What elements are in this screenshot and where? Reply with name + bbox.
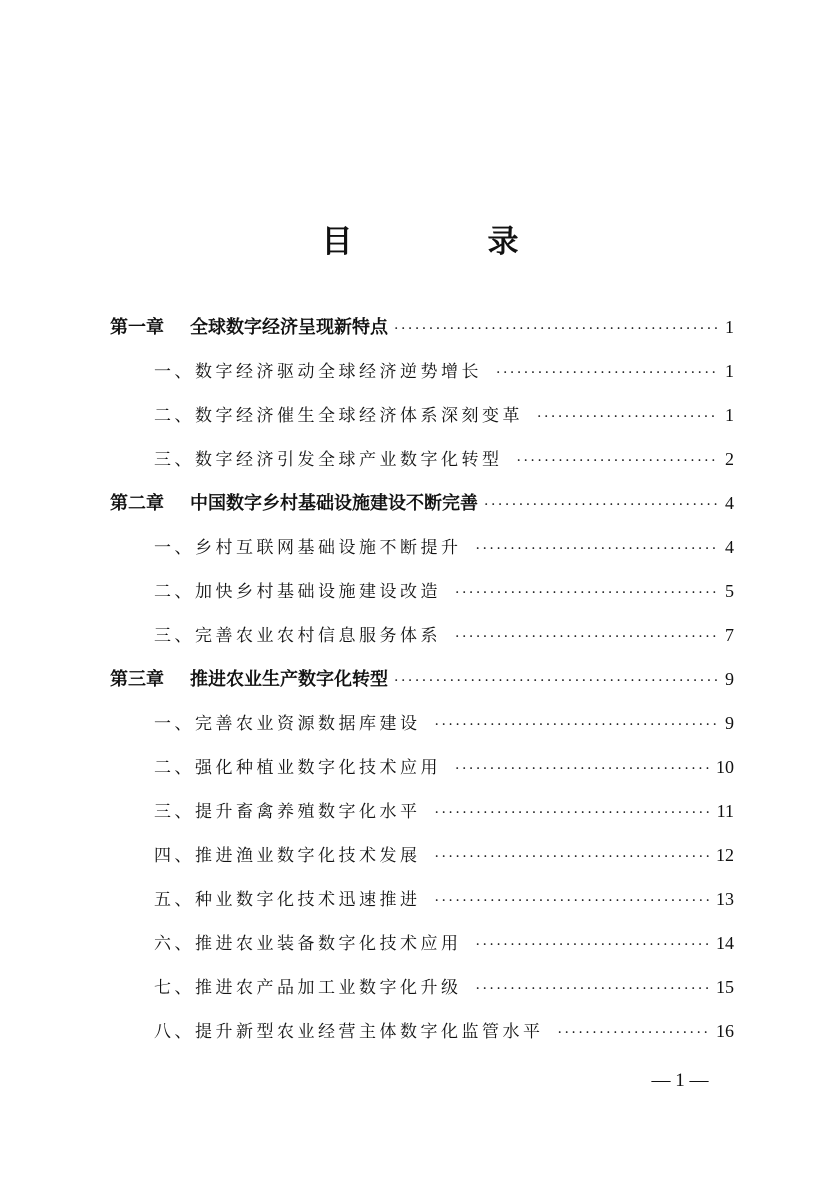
dot-leader <box>455 624 718 650</box>
chapter-title: 全球数字经济呈现新特点 <box>190 317 388 338</box>
dot-leader <box>435 712 719 738</box>
page-number: 9 <box>725 669 734 689</box>
page-number: 4 <box>725 493 734 513</box>
section-title: 七、推进农产品加工业数字化升级 <box>154 978 462 998</box>
toc-section-3-4[interactable] <box>154 842 734 868</box>
toc-section-3-5[interactable] <box>154 886 734 912</box>
chapter-title: 中国数字乡村基础设施建设不断完善 <box>190 493 478 514</box>
section-title: 二、强化种植业数字化技术应用 <box>154 758 441 778</box>
toc-section-2-1[interactable] <box>154 534 734 560</box>
page-number: 15 <box>716 977 734 997</box>
section-title: 一、完善农业资源数据库建设 <box>154 714 421 734</box>
page-number: 14 <box>716 933 734 953</box>
dot-leader <box>558 1020 711 1046</box>
toc-section-3-7[interactable] <box>154 974 734 1000</box>
toc-chapter-1[interactable] <box>110 314 734 340</box>
toc-section-1-2[interactable] <box>154 402 734 428</box>
page-number: 1 <box>725 361 734 381</box>
toc-section-1-1[interactable] <box>154 358 734 384</box>
toc-section-3-1[interactable] <box>154 710 734 736</box>
section-title: 四、推进渔业数字化技术发展 <box>154 846 421 866</box>
section-title: 六、推进农业装备数字化技术应用 <box>154 934 462 954</box>
page-number: 7 <box>725 625 734 645</box>
dot-leader <box>455 756 710 782</box>
toc-title: 目 录 <box>321 224 571 260</box>
page-number: 4 <box>725 537 734 557</box>
section-title: 三、提升畜禽养殖数字化水平 <box>154 802 421 822</box>
dot-leader <box>435 844 711 870</box>
page-number: 1 <box>725 405 734 425</box>
dot-leader <box>496 360 718 386</box>
chapter-title: 推进农业生产数字化转型 <box>190 669 388 690</box>
toc-section-3-3[interactable] <box>154 798 734 824</box>
section-title: 一、乡村互联网基础设施不断提升 <box>154 538 462 558</box>
section-title: 八、提升新型农业经营主体数字化监管水平 <box>154 1022 544 1042</box>
dot-leader <box>484 492 718 518</box>
dot-leader <box>394 316 718 342</box>
page-number: 16 <box>716 1021 734 1041</box>
toc-chapter-2[interactable] <box>110 490 734 516</box>
page-number: 10 <box>716 757 734 777</box>
page-number: 9 <box>725 713 734 733</box>
section-title: 五、种业数字化技术迅速推进 <box>154 890 421 910</box>
toc-section-3-8[interactable] <box>154 1018 734 1044</box>
section-title: 三、数字经济引发全球产业数字化转型 <box>154 450 503 470</box>
page-number: 12 <box>716 845 734 865</box>
page-number: 5 <box>725 581 734 601</box>
section-title: 三、完善农业农村信息服务体系 <box>154 626 441 646</box>
toc-section-2-2[interactable] <box>154 578 734 604</box>
toc-section-3-2[interactable] <box>154 754 734 780</box>
section-title: 二、加快乡村基础设施建设改造 <box>154 582 441 602</box>
page-number: 13 <box>716 889 734 909</box>
page-number: 2 <box>725 449 734 469</box>
dot-leader <box>394 668 718 694</box>
toc-section-1-3[interactable] <box>154 446 734 472</box>
chapter-label: 第二章 <box>110 493 164 514</box>
dot-leader <box>435 800 711 826</box>
dot-leader <box>476 536 719 562</box>
chapter-label: 第一章 <box>110 317 164 338</box>
dot-leader <box>517 448 719 474</box>
chapter-label: 第三章 <box>110 669 164 690</box>
section-title: 一、数字经济驱动全球经济逆势增长 <box>154 362 482 382</box>
page-number: 11 <box>716 801 734 821</box>
page-footer-number: — 1 — <box>651 1070 709 1091</box>
section-title: 二、数字经济催生全球经济体系深刻变革 <box>154 406 523 426</box>
dot-leader <box>537 404 718 430</box>
dot-leader <box>455 580 718 606</box>
dot-leader <box>476 932 711 958</box>
dot-leader <box>476 976 711 1002</box>
toc-section-2-3[interactable] <box>154 622 734 648</box>
page-number: 1 <box>725 317 734 337</box>
toc-chapter-3[interactable] <box>110 666 734 692</box>
dot-leader <box>435 888 711 914</box>
toc-section-3-6[interactable] <box>154 930 734 956</box>
